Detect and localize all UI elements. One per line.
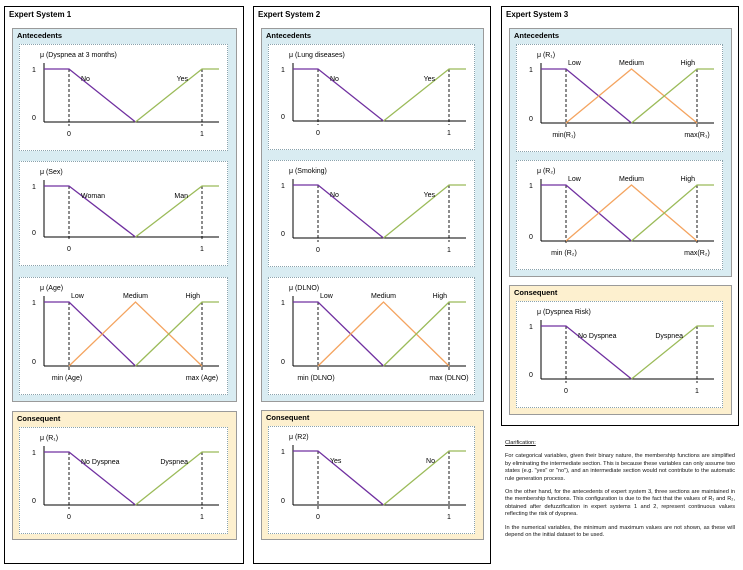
clarification-paragraph: For categorical variables, given their binary nature, the membership functions are simplified by eliminating the intermediate section. This is because these variables can only assume two states (e.g. "yes" or "no"), and an intermediate section would not contribute to the automatic rule generation process. — [505, 453, 735, 482]
antecedents-section — [12, 28, 237, 402]
membership-panel — [268, 44, 475, 150]
system-title: Expert System 2 — [258, 10, 321, 19]
clarification-title: Clarification: — [505, 440, 536, 446]
increasing-mf-line — [384, 451, 467, 505]
y-axis-label: μ (Lung diseases) — [289, 52, 345, 59]
membership-panel — [268, 426, 475, 534]
antecedents-section — [261, 28, 484, 402]
low-mf-line — [44, 302, 136, 366]
expert-system-1 — [4, 6, 244, 564]
mf-label: Dyspnea — [160, 459, 188, 466]
consequent-title: Consequent — [266, 413, 310, 422]
consequent-section — [261, 410, 484, 540]
mf-label: Yes — [330, 458, 342, 465]
x-tick-label: max(R₁) — [684, 132, 710, 139]
system-title: Expert System 1 — [9, 10, 72, 19]
y-tick-label: 0 — [529, 116, 533, 123]
y-tick-label: 1 — [281, 449, 285, 456]
x-tick-label: 0 — [316, 247, 320, 254]
consequent-section — [12, 411, 237, 540]
y-tick-label: 1 — [281, 300, 285, 307]
mf-label: Low — [71, 293, 84, 300]
y-axis-label: μ (Dyspnea Risk) — [537, 309, 591, 316]
mf-label: No — [426, 458, 435, 465]
low-mf-line — [541, 185, 632, 241]
membership-panel — [19, 427, 228, 534]
mf-label: Medium — [371, 293, 396, 300]
consequent-title: Consequent — [514, 288, 558, 297]
y-axis-label: μ (R2) — [289, 434, 309, 441]
high-mf-line — [136, 302, 220, 366]
high-mf-line — [384, 302, 467, 366]
y-axis-label: μ (R₁) — [40, 435, 59, 442]
system-title: Expert System 3 — [506, 10, 569, 19]
membership-panel — [516, 44, 723, 152]
y-tick-label: 0 — [32, 498, 36, 505]
expert-system-3 — [501, 6, 739, 426]
high-mf-line — [632, 185, 715, 241]
y-axis-label: μ (Age) — [40, 285, 64, 292]
low-mf-line — [541, 69, 632, 123]
medium-mf-line — [318, 302, 449, 366]
expert-system-2 — [253, 6, 491, 564]
x-tick-label: 1 — [447, 514, 451, 521]
y-tick-label: 0 — [529, 372, 533, 379]
low-mf-line — [293, 302, 384, 366]
y-axis-label: μ (R₁) — [537, 52, 556, 59]
membership-panel — [268, 277, 475, 395]
antecedents-title: Antecedents — [17, 31, 63, 40]
membership-panel — [516, 160, 723, 270]
y-tick-label: 0 — [32, 359, 36, 366]
x-tick-label: 0 — [67, 246, 71, 253]
medium-mf-line — [566, 69, 697, 123]
mf-label: Yes — [423, 192, 435, 199]
x-tick-label: 1 — [200, 131, 204, 138]
consequent-section — [509, 285, 732, 415]
mf-label: Yes — [423, 76, 435, 83]
mf-label: High — [680, 176, 695, 183]
y-tick-label: 1 — [281, 183, 285, 190]
mf-label: Dyspnea — [655, 333, 683, 340]
medium-mf-line — [566, 185, 697, 241]
mf-label: High — [432, 293, 447, 300]
mf-label: High — [680, 60, 695, 67]
y-tick-label: 1 — [281, 67, 285, 74]
mf-label: Low — [568, 60, 581, 67]
y-tick-label: 1 — [529, 67, 533, 74]
x-tick-label: min (Age) — [51, 375, 83, 382]
membership-panel — [268, 160, 475, 267]
membership-panel — [19, 161, 228, 266]
x-tick-label: min (R₂) — [551, 250, 577, 257]
x-tick-label: 1 — [695, 388, 699, 395]
y-tick-label: 0 — [32, 230, 36, 237]
mf-label: Medium — [619, 60, 644, 67]
y-axis-label: μ (Smoking) — [289, 168, 327, 175]
y-tick-label: 1 — [32, 300, 36, 307]
mf-label: No — [81, 76, 90, 83]
y-tick-label: 0 — [281, 231, 285, 238]
mf-label: Man — [174, 193, 188, 200]
y-tick-label: 0 — [281, 359, 285, 366]
x-tick-label: min(R₁) — [552, 132, 576, 139]
high-mf-line — [632, 69, 715, 123]
mf-label: Medium — [123, 293, 148, 300]
y-tick-label: 1 — [32, 67, 36, 74]
x-tick-label: 0 — [564, 388, 568, 395]
y-tick-label: 0 — [281, 498, 285, 505]
y-tick-label: 0 — [281, 114, 285, 121]
antecedents-section — [509, 28, 732, 277]
x-tick-label: min (DLNO) — [297, 375, 335, 382]
mf-label: High — [185, 293, 200, 300]
x-tick-label: max (Age) — [185, 375, 219, 382]
mf-label: Woman — [81, 193, 105, 200]
x-tick-label: 0 — [67, 131, 71, 138]
x-tick-label: 0 — [316, 514, 320, 521]
mf-label: No Dyspnea — [578, 333, 617, 340]
clarification-note — [505, 440, 735, 545]
y-tick-label: 1 — [529, 183, 533, 190]
y-tick-label: 0 — [529, 234, 533, 241]
y-tick-label: 1 — [529, 324, 533, 331]
x-tick-label: max(R₂) — [684, 250, 710, 257]
y-axis-label: μ (R₂) — [537, 168, 556, 175]
y-tick-label: 0 — [32, 115, 36, 122]
x-tick-label: 1 — [200, 246, 204, 253]
mf-label: No — [330, 76, 339, 83]
y-tick-label: 1 — [32, 450, 36, 457]
x-tick-label: 1 — [200, 514, 204, 521]
mf-label: Yes — [176, 76, 188, 83]
membership-panel — [19, 44, 228, 151]
mf-label: Medium — [619, 176, 644, 183]
mf-label: No Dyspnea — [81, 459, 120, 466]
x-tick-label: 1 — [447, 130, 451, 137]
x-tick-label: 0 — [67, 514, 71, 521]
mf-label: No — [330, 192, 339, 199]
clarification-paragraph: In the numerical variables, the minimum and maximum values are not shown, as these will depend on the initial dataset to be used. — [505, 524, 735, 539]
y-axis-label: μ (Sex) — [40, 169, 63, 176]
mf-label: Low — [320, 293, 333, 300]
antecedents-title: Antecedents — [266, 31, 312, 40]
y-axis-label: μ (Dyspnea at 3 months) — [40, 52, 117, 59]
y-tick-label: 1 — [32, 184, 36, 191]
x-tick-label: 0 — [316, 130, 320, 137]
antecedents-title: Antecedents — [514, 31, 560, 40]
consequent-title: Consequent — [17, 414, 61, 423]
clarification-paragraph: On the other hand, for the antecedents of expert system 3, three sections are maintained in the membership functions. This configuration is due to the fact that the values of R₁ and R₂, obtained after defuzzification in expert systems 1 and 2, represent continuous values reflecting the risk of dyspnea. — [505, 489, 735, 518]
y-axis-label: μ (DLNO) — [289, 285, 320, 292]
x-tick-label: 1 — [447, 247, 451, 254]
medium-mf-line — [69, 302, 202, 366]
mf-label: Low — [568, 176, 581, 183]
x-tick-label: max (DLNO) — [429, 375, 469, 382]
membership-panel — [516, 301, 723, 408]
membership-panel — [19, 277, 228, 395]
